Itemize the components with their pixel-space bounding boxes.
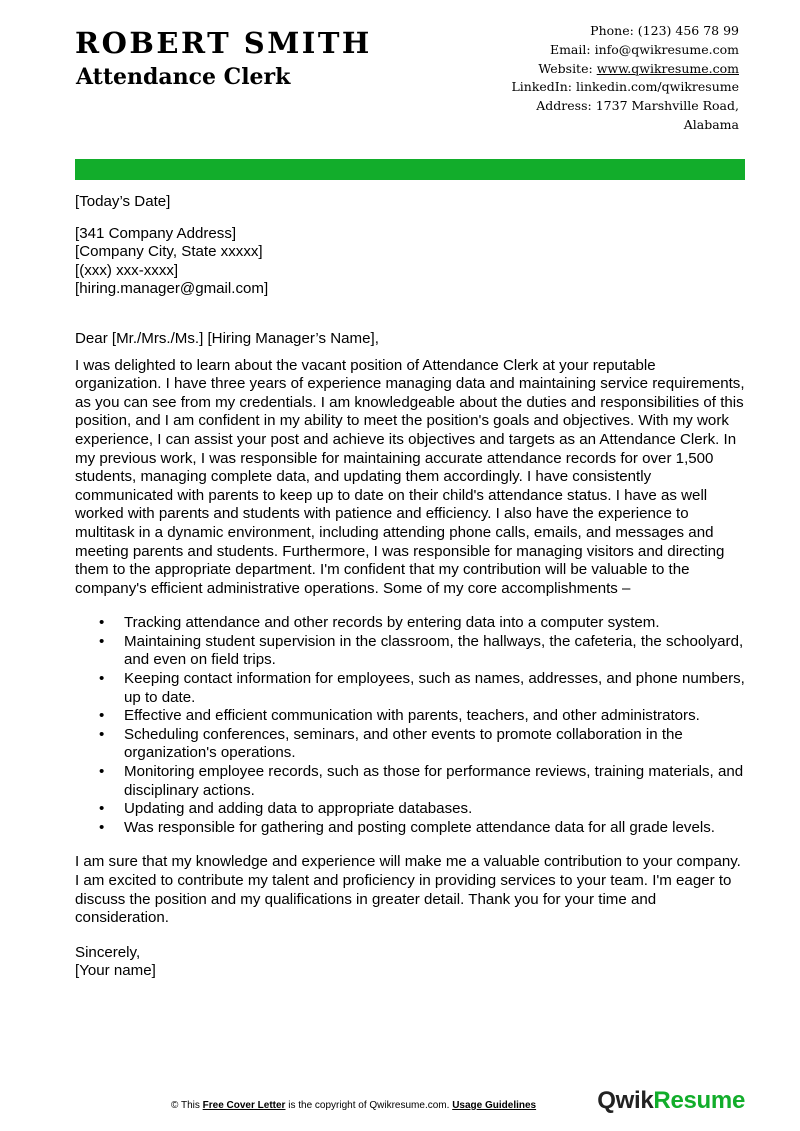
candidate-name: ROBERT SMITH (75, 26, 372, 60)
linkedin-label: LinkedIn: (511, 79, 573, 95)
job-title: Attendance Clerk (76, 64, 291, 90)
logo-word-resume: Resume (653, 1087, 745, 1114)
list-item: • Maintaining student supervision in the classroom, the hallways, the cafeteria, the schoolyard, and even on field trips. (124, 633, 745, 670)
email-label: Email: (549, 41, 591, 57)
signature: [Your name] (75, 962, 156, 980)
phone-value: (123) 456 78 99 (637, 23, 739, 38)
body-paragraph-2: I am sure that my knowledge and experience will make me a valuable contribution to your company. I am excited to contribute my talent and proficiency in providing services to your team. I'm eager to discuss the position and my qualifications in greater detail. Thank you for your time and consideration. (75, 853, 741, 927)
recipient-line: [(xxx) xxx-xxxx] (75, 261, 179, 279)
recipient-line: [341 Company Address] (75, 224, 237, 242)
address-line-2: Alabama (683, 116, 739, 132)
closing: Sincerely, (75, 943, 141, 961)
website-link[interactable]: www.qwikresume.com (596, 60, 739, 76)
list-item: • Monitoring employee records, such as those for performance reviews, training materials, and disciplinary actions. (124, 763, 745, 800)
logo-word-qwik: Qwik (597, 1087, 654, 1114)
accent-divider (75, 159, 745, 180)
usage-guidelines-link[interactable]: Usage Guidelines (452, 1100, 537, 1111)
linkedin-value[interactable]: linkedin.com/qwikresume (576, 79, 739, 95)
list-item: • Was responsible for gathering and posting complete attendance data for all grade levels. (124, 819, 745, 838)
recipient-address (75, 225, 745, 299)
accomplishments-list (75, 614, 745, 837)
copyright-note (171, 1100, 536, 1111)
email-value[interactable]: info@qwikresume.com (594, 41, 739, 57)
website-label: Website: (538, 60, 593, 76)
recipient-line: [Company City, State xxxxx] (75, 243, 263, 261)
closing-block (75, 944, 745, 981)
address-value-line1: 1737 Marshville Road, (595, 98, 739, 114)
body-paragraph-1: I was delighted to learn about the vacant position of Attendance Clerk at your reputable organization. I have three years of experience managing data and maintaining service requirements, as you can see from my credentials. I am knowledgeable about the duties and responsibilities of this position, and I am confident in my ability to meet the position's goals and objectives. With my work experience, I can assist your post and achieve its objectives and targets as an Attendance Clerk. In my previous work, I was responsible for maintaining accurate attendance records for over 1,500 students, managing complete data, and updating them accordingly. I have consistently communicated with parents to keep up to date on their child's attendance status. I have as well worked with parents and students with patience and efficiency. I also have the experience to multitask in a dynamic environment, including attending phone calls, emails, and messages and meeting parents and students. Furthermore, I was responsible for managing visitors and directing them to the appropriate department. I'm confident that my contribution will be valuable to the company's efficient administrative operations. Some of my core accomplishments – (75, 356, 745, 597)
phone-label: Phone: (590, 23, 634, 38)
letter-body (75, 193, 745, 981)
list-item: • Tracking attendance and other records by entering data into a computer system. (124, 614, 745, 633)
list-item: • Scheduling conferences, seminars, and other events to promote collaboration in the organization's operations. (124, 726, 745, 763)
contact-block (439, 22, 739, 135)
copyright-prefix: © This (171, 1100, 203, 1111)
website-line (439, 60, 739, 79)
phone-line (439, 22, 739, 41)
list-item: • Effective and efficient communication with parents, teachers, and other administrators. (124, 707, 745, 726)
address-label: Address: (536, 98, 592, 114)
salutation: Dear [Mr./Mrs./Ms.] [Hiring Manager’s Name], (75, 329, 379, 347)
list-item: • Updating and adding data to appropriate databases. (124, 800, 745, 819)
free-cover-letter-link[interactable]: Free Cover Letter (202, 1100, 286, 1111)
list-item: • Keeping contact information for employees, such as names, addresses, and phone numbers, up to date. (124, 670, 745, 707)
linkedin-line (439, 78, 739, 97)
qwikresume-logo (597, 1087, 745, 1115)
letter-date: [Today’s Date] (75, 193, 171, 210)
copyright-middle: is the copyright of Qwikresume.com. (285, 1100, 453, 1111)
email-line (439, 41, 739, 60)
address-line (439, 97, 739, 116)
recipient-line: [hiring.manager@gmail.com] (75, 280, 269, 298)
